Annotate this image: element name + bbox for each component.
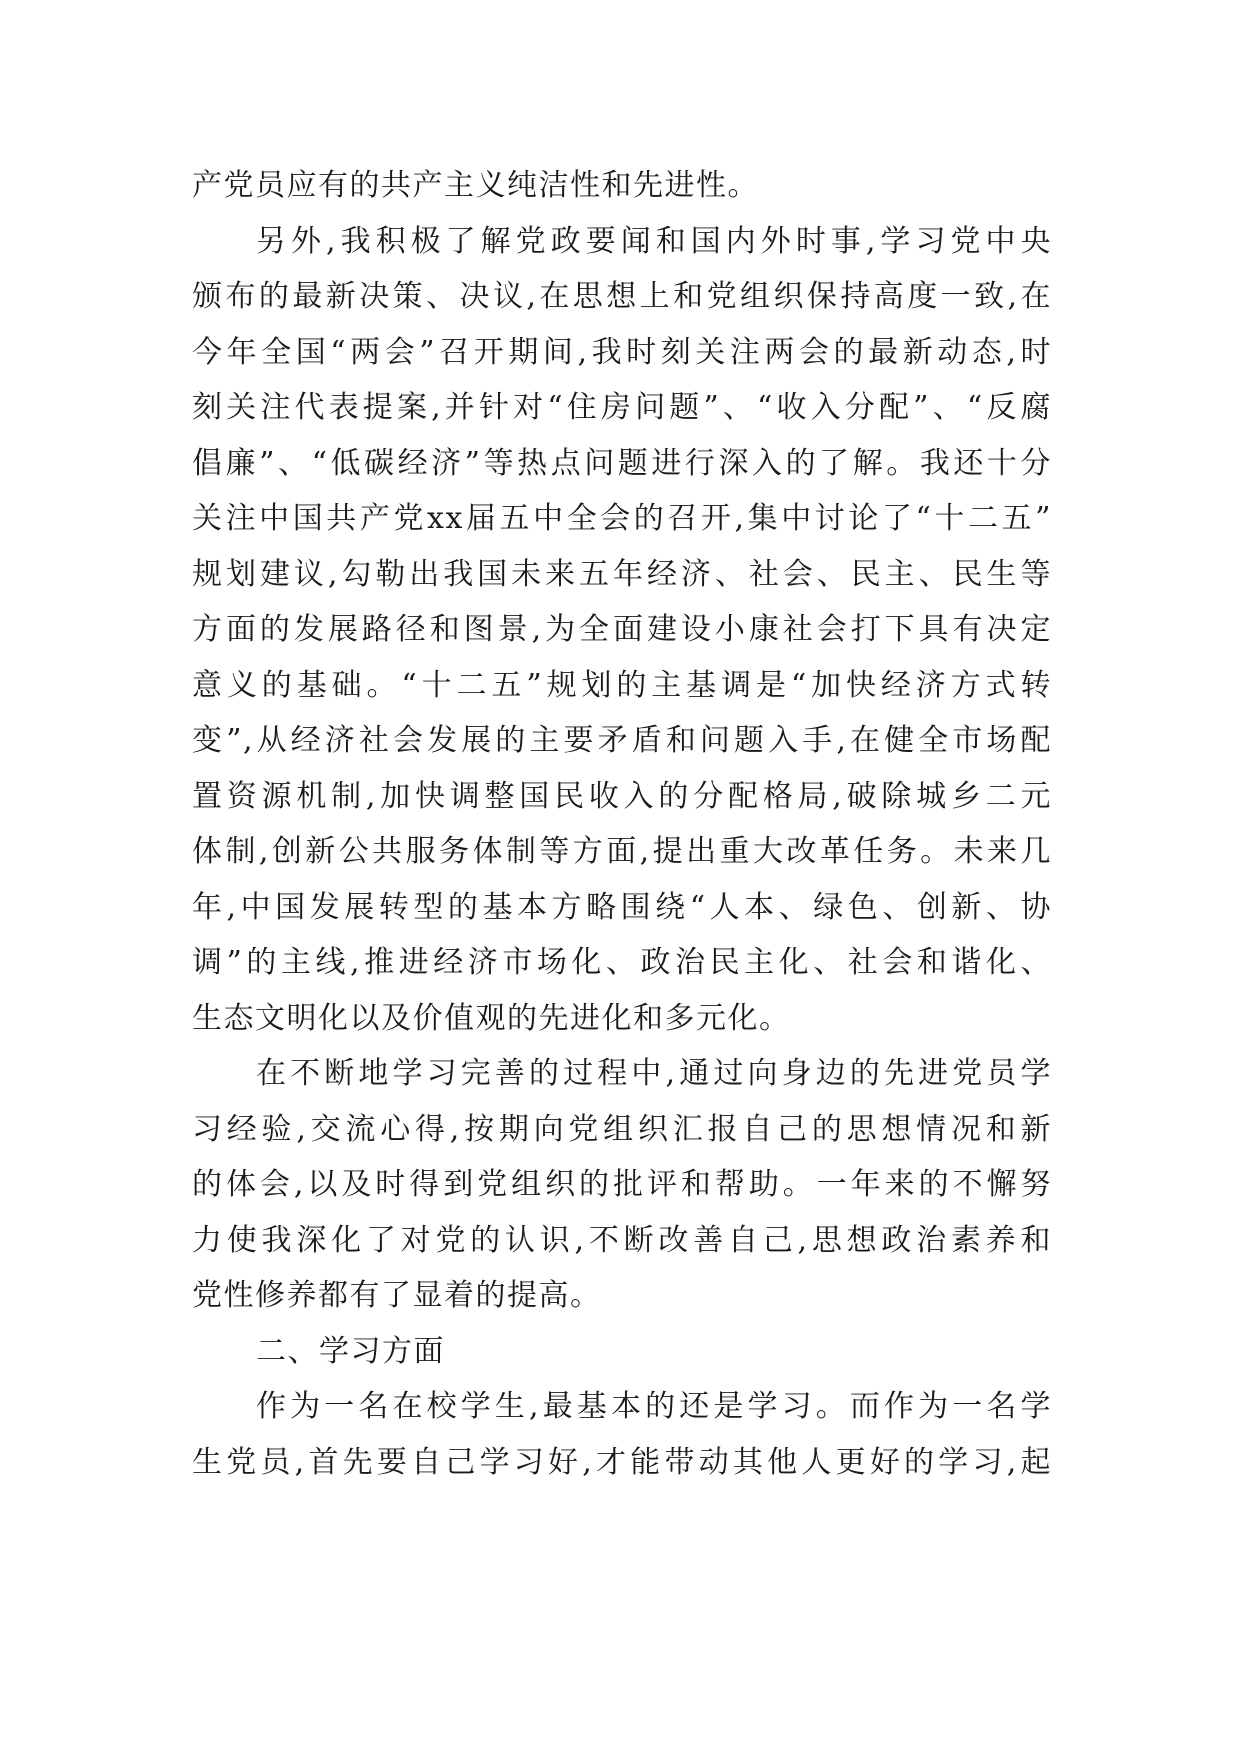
text-line: 倡廉”、“低碳经济”等热点问题进行深入的了解。我还十分 [192, 445, 1052, 481]
text-line: 生党员,首先要自己学习好,才能带动其他人更好的学习,起 [192, 1444, 1052, 1480]
text-line: 变”,从经济社会发展的主要矛盾和问题入手,在健全市场配 [192, 723, 1052, 758]
text-line: 党性修养都有了显着的提高。 [192, 1278, 602, 1313]
text-line: 二、学习方面 [256, 1333, 445, 1369]
text-line: 作为一名在校学生,最基本的还是学习。而作为一名学 [256, 1389, 1052, 1424]
text-line: 在不断地学习完善的过程中,通过向身边的先进党员学 [256, 1056, 1052, 1091]
text-line: 年,中国发展转型的基本方略围绕“人本、绿色、创新、协 [192, 889, 1052, 925]
text-line: 调”的主线,推进经济市场化、政治民主化、社会和谐化、 [192, 945, 1052, 980]
text-line: 产党员应有的共产主义纯洁性和先进性。 [192, 168, 759, 203]
text-line: 颁布的最新决策、决议,在思想上和党组织保持高度一致,在 [192, 279, 1052, 314]
text-line: 习经验,交流心得,按期向党组织汇报自己的思想情况和新 [192, 1111, 1052, 1147]
text-line: 规划建议,勾勒出我国未来五年经济、社会、民主、民生等 [192, 556, 1052, 592]
text-line: 方面的发展路径和图景,为全面建设小康社会打下具有决定 [192, 612, 1052, 647]
text-line: 意义的基础。“十二五”规划的主基调是“加快经济方式转 [192, 667, 1052, 703]
text-line: 体制,创新公共服务体制等方面,提出重大改革任务。未来几 [192, 834, 1052, 869]
text-line: 今年全国“两会”召开期间,我时刻关注两会的最新动态,时 [192, 334, 1052, 370]
text-line: 刻关注代表提案,并针对“住房问题”、“收入分配”、“反腐 [192, 390, 1052, 425]
text-line: 置资源机制,加快调整国民收入的分配格局,破除城乡二元 [192, 778, 1052, 814]
text-line: 力使我深化了对党的认识,不断改善自己,思想政治素养和 [192, 1222, 1052, 1258]
document-body [192, 158, 1052, 1490]
text-line: 的体会,以及时得到党组织的批评和帮助。一年来的不懈努 [192, 1167, 1052, 1202]
text-line: 另外,我积极了解党政要闻和国内外时事,学习党中央 [256, 223, 1052, 259]
text-line: 生态文明化以及价值观的先进化和多元化。 [192, 1000, 791, 1036]
text-line: 关注中国共产党xx届五中全会的召开,集中讨论了“十二五” [192, 501, 1052, 536]
